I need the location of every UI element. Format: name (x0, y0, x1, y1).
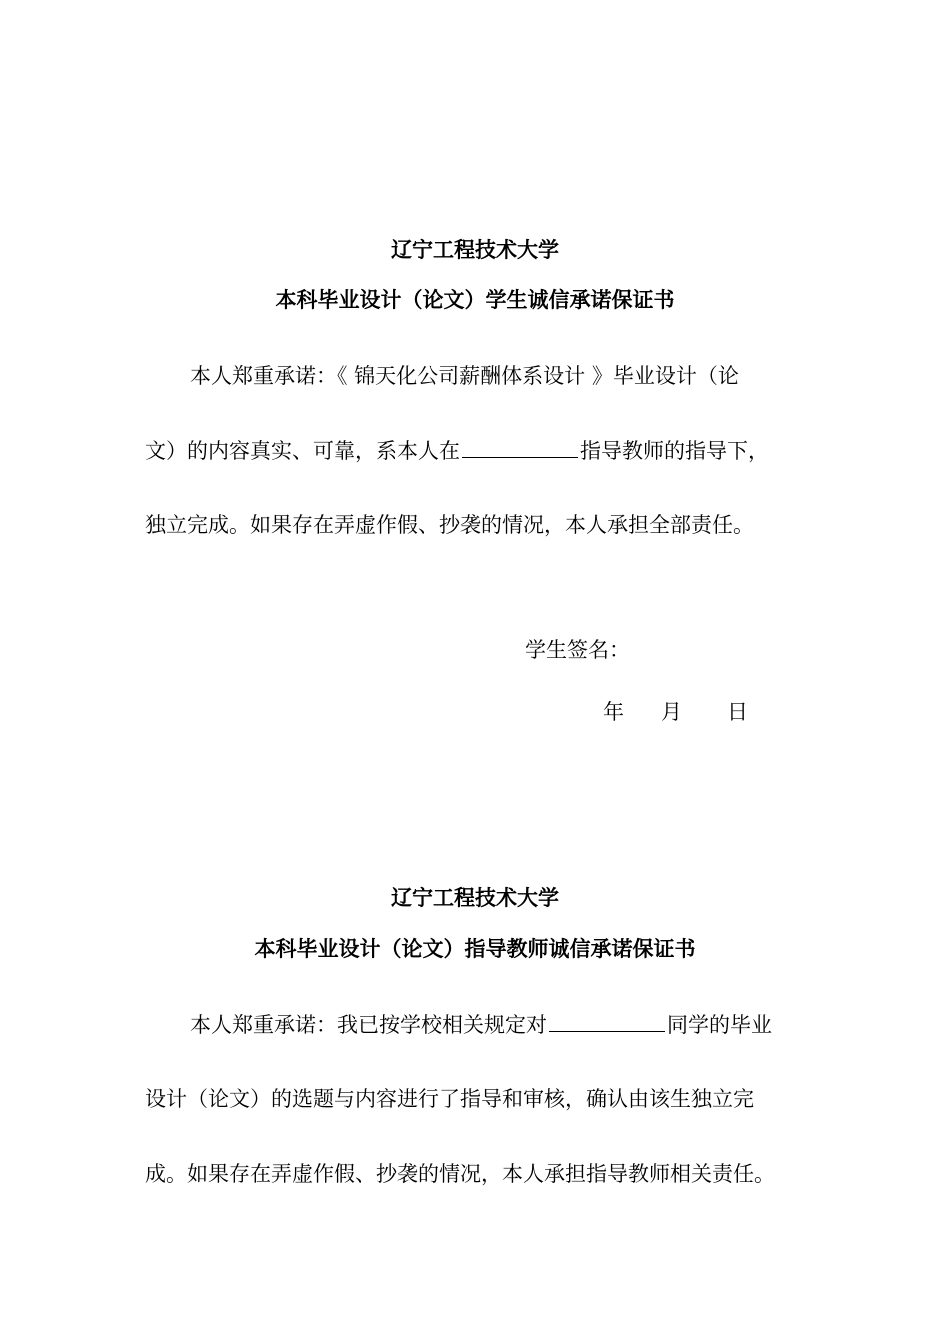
date-year-label: 年 (603, 700, 624, 724)
date-day-label: 日 (727, 700, 748, 724)
student-paragraph-line-1: 本人郑重承诺：《 锦天化公司薪酬体系设计 》毕业设计（论 (190, 364, 739, 388)
teacher-paragraph-line-1 (190, 1010, 772, 1040)
student-pledge-title: 本科毕业设计（论文）学生诚信承诺保证书 (275, 288, 675, 312)
teacher-paragraph-line-1-end: 同学的毕业 (667, 1013, 772, 1037)
student-signature-label: 学生签名： (525, 638, 630, 662)
teacher-paragraph-line-2: 设计（论文）的选题与内容进行了指导和审核，确认由该生独立完 (145, 1087, 754, 1111)
teacher-paragraph-line-3: 成。如果存在弄虚作假、抄袭的情况，本人承担指导教师相关责任。 (145, 1162, 775, 1186)
signature-date-row (603, 697, 748, 727)
student-paragraph-line-2-end: 指导教师的指导下， (580, 439, 769, 463)
student-paragraph-line-2 (145, 436, 769, 466)
teacher-university-title: 辽宁工程技术大学 (391, 886, 559, 910)
student-university-title: 辽宁工程技术大学 (391, 238, 559, 262)
student-name-blank (549, 1011, 665, 1032)
date-month-label: 月 (661, 700, 682, 724)
teacher-paragraph-line-1-start: 本人郑重承诺：我已按学校相关规定对 (190, 1013, 547, 1037)
student-paragraph-line-3: 独立完成。如果存在弄虚作假、抄袭的情况，本人承担全部责任。 (145, 513, 754, 537)
teacher-pledge-title: 本科毕业设计（论文）指导教师诚信承诺保证书 (254, 937, 696, 961)
student-paragraph-line-2-start: 文）的内容真实、可靠，系本人在 (145, 439, 460, 463)
advisor-name-blank (462, 437, 578, 458)
